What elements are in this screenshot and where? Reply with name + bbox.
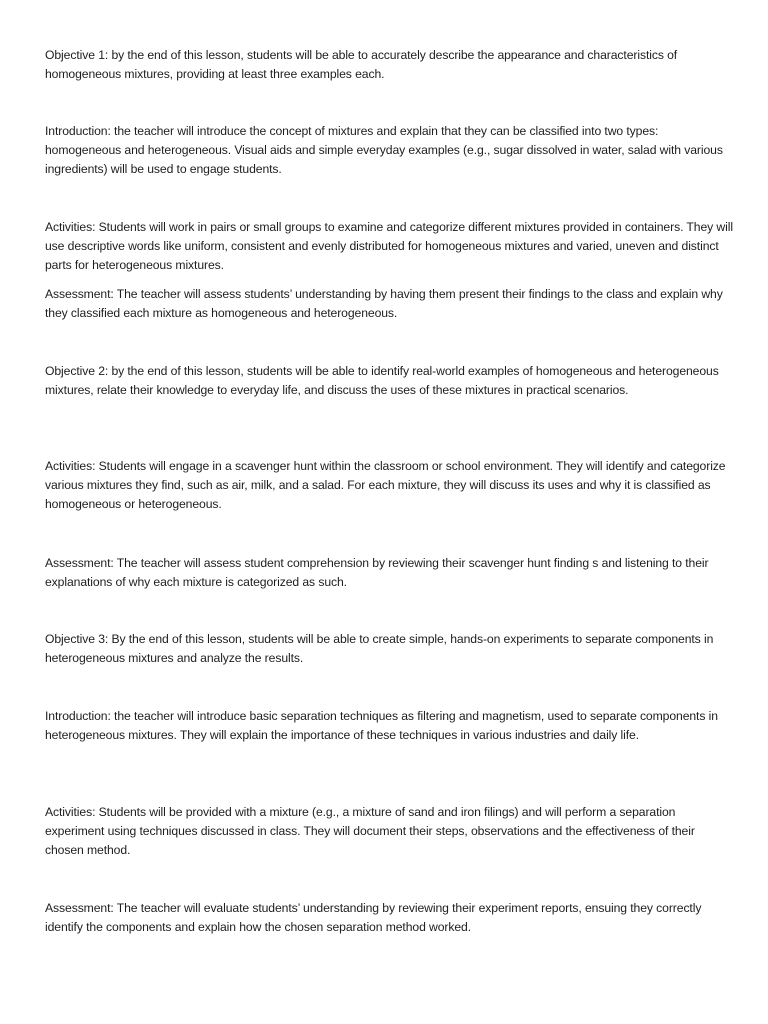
activities-3-paragraph: Activities: Students will be provided with a mixture (e.g., a mixture of sand and iron filings) and will perform a separation experiment using techniques discussed in class. They will document their steps, observations and the effectiveness of their chosen method.: [45, 805, 695, 857]
assessment-1-paragraph: Assessment: The teacher will assess students’ understanding by having them present their findings to the class and explain why they classified each mixture as homogeneous and heterogeneous.: [45, 287, 723, 320]
introduction-3-paragraph: Introduction: the teacher will introduce basic separation techniques as filtering and magnetism, used to separate components in heterogeneous mixtures. They will explain the importance of these techniques in various industries and daily life.: [45, 709, 718, 742]
assessment-3-paragraph: Assessment: The teacher will evaluate students’ understanding by reviewing their experiment reports, ensuing they correctly identify the components and explain how the chosen separation method worked.: [45, 901, 702, 934]
activities-1-paragraph: Activities: Students will work in pairs or small groups to examine and categorize different mixtures provided in containers. They will use descriptive words like uniform, consistent and evenly distributed for homogeneous mixtures and varied, uneven and distinct parts for heterogeneous mixtures.: [45, 220, 733, 272]
objective-2-paragraph: Objective 2: by the end of this lesson, students will be able to identify real-world examples of homogeneous and heterogeneous mixtures, relate their knowledge to everyday life, and discuss the uses of these mixtures in practical scenarios.: [45, 364, 719, 397]
objective-3-paragraph: Objective 3: By the end of this lesson, students will be able to create simple, hands-on experiments to separate components in heterogeneous mixtures and analyze the results.: [45, 632, 714, 665]
objective-1-paragraph: Objective 1: by the end of this lesson, students will be able to accurately describe the appearance and characteristics of homogeneous mixtures, providing at least three examples each.: [45, 48, 678, 81]
introduction-1-paragraph: Introduction: the teacher will introduce the concept of mixtures and explain that they can be classified into two types: homogeneous and heterogeneous. Visual aids and simple everyday examples (e.g., sugar dissolved in water, salad with various ingredients) will be used to engage students.: [45, 124, 723, 176]
activities-2-paragraph: Activities: Students will engage in a scavenger hunt within the classroom or school environment. They will identify and categorize various mixtures they find, such as air, milk, and a salad. For each mixture, they will discuss its uses and why it is classified as homogeneous or heterogeneous.: [45, 459, 726, 511]
assessment-2-paragraph: Assessment: The teacher will assess student comprehension by reviewing their scavenger hunt finding s and listening to their explanations of why each mixture is categorized as such.: [45, 556, 709, 589]
